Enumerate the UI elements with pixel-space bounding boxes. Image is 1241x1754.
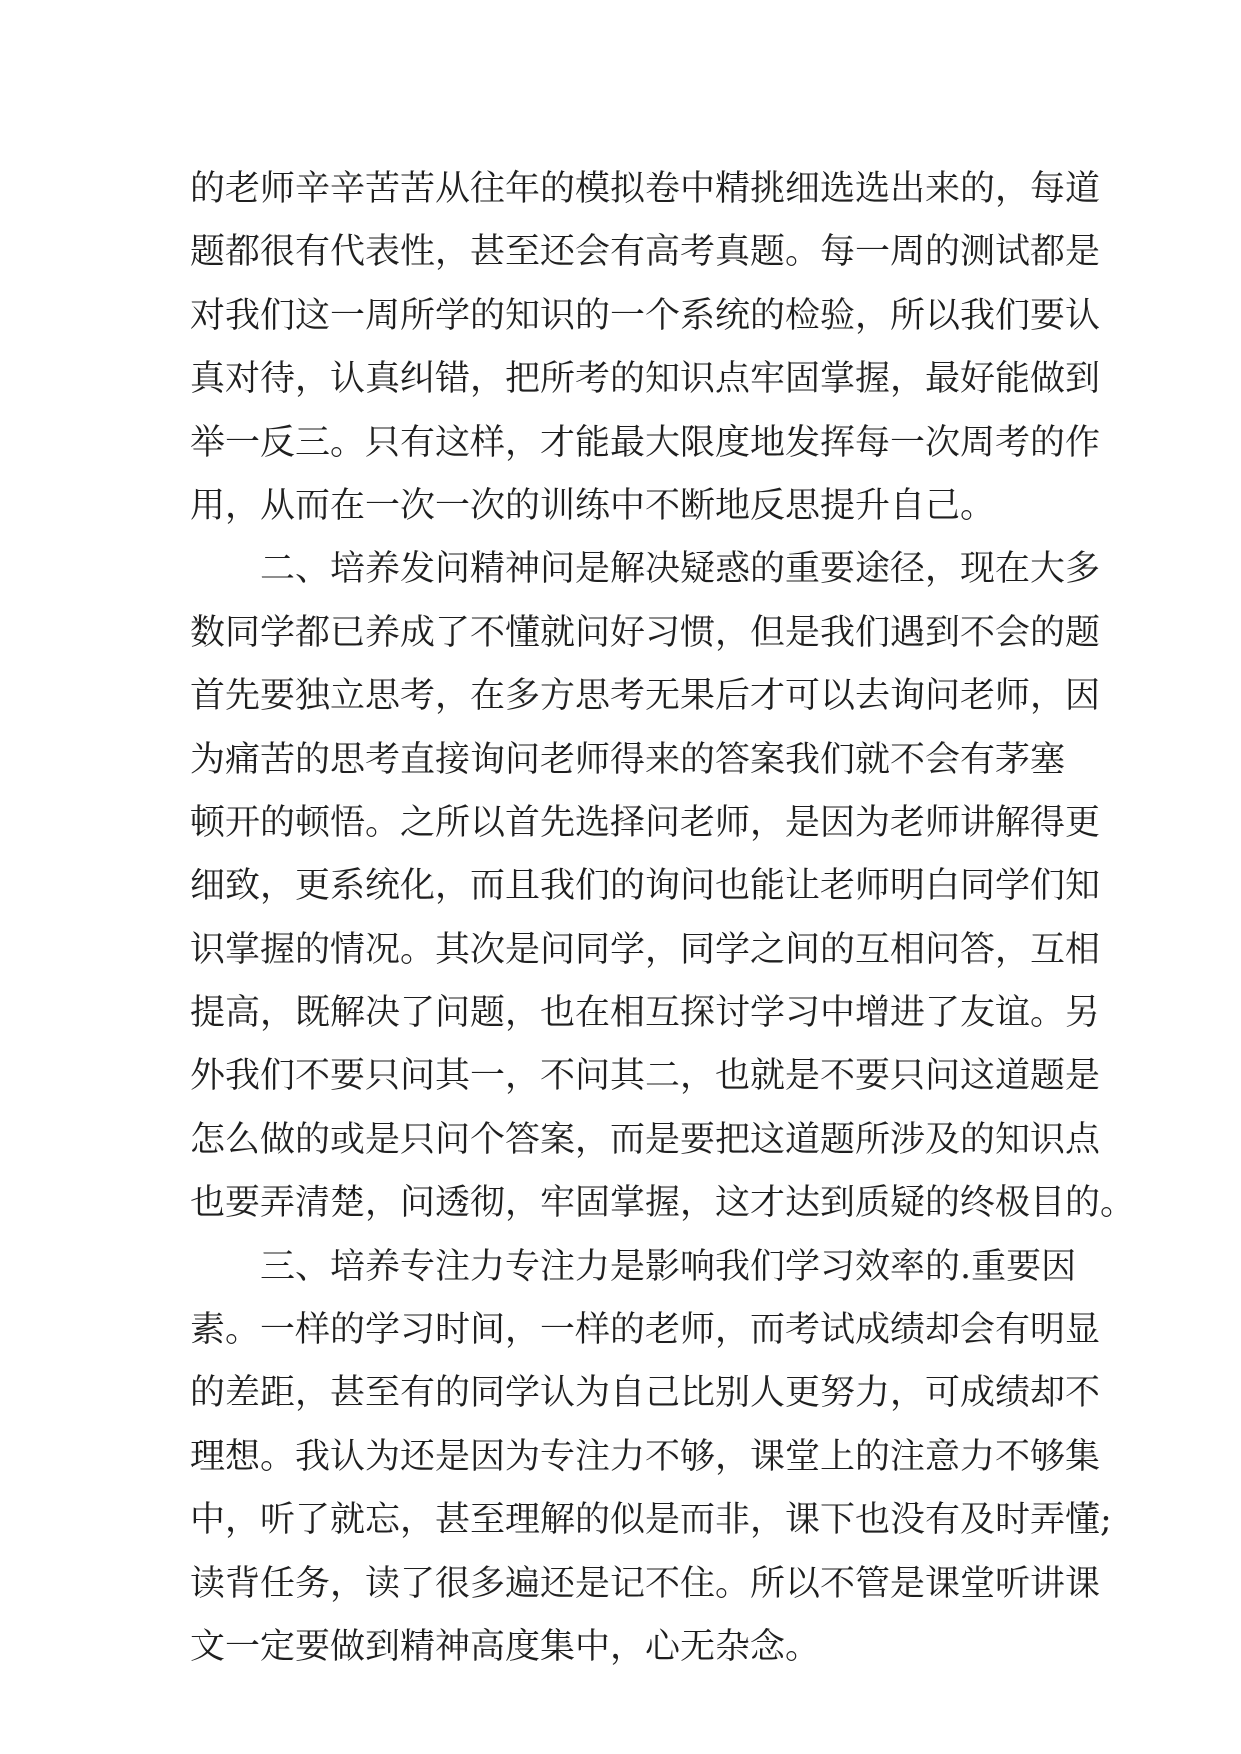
text-line: 真对待，认真纠错，把所考的知识点牢固掌握，最好能做到 — [190, 359, 1101, 400]
text-line: 理想。我认为还是因为专注力不够，课堂上的注意力不够集 — [190, 1436, 1101, 1477]
document-page — [190, 158, 1136, 1679]
text-line: 对我们这一周所学的知识的一个系统的检验，所以我们要认 — [190, 295, 1101, 336]
paragraph-1 — [190, 158, 1101, 538]
text-line: 的老师辛辛苦苦从往年的模拟卷中精挑细选选出来的，每道 — [190, 169, 1101, 209]
text-line: 中，听了就忘，甚至理解的似是而非，课下也没有及时弄懂; — [190, 1500, 1112, 1541]
text-line: 读背任务，读了很多遍还是记不住。所以不管是课堂听讲课 — [190, 1563, 1101, 1604]
text-line: 细致，更系统化，而且我们的询问也能让老师明白同学们知 — [190, 866, 1101, 907]
text-line: 提高，既解决了问题，也在相互探讨学习中增进了友谊。另 — [190, 993, 1101, 1034]
text-line: 二、培养发问精神问是解决疑惑的重要途径，现在大多 — [260, 549, 1101, 590]
text-line: 也要弄清楚，问透彻，牢固掌握，这才达到质疑的终极目的。 — [190, 1183, 1136, 1224]
text-line: 三、培养专注力专注力是影响我们学习效率的.重要因 — [260, 1246, 1077, 1287]
text-line: 顿开的顿悟。之所以首先选择问老师，是因为老师讲解得更 — [190, 802, 1101, 843]
paragraph-2 — [190, 538, 1136, 1235]
text-line: 文一定要做到精神高度集中，心无杂念。 — [190, 1626, 821, 1667]
text-line: 用，从而在一次一次的训练中不断地反思提升自己。 — [190, 485, 996, 526]
text-line: 的差距，甚至有的同学认为自己比别人更努力，可成绩却不 — [190, 1373, 1101, 1414]
text-line: 怎么做的或是只问个答案，而是要把这道题所涉及的知识点 — [190, 1119, 1101, 1160]
text-line: 题都很有代表性，甚至还会有高考真题。每一周的测试都是 — [190, 232, 1101, 273]
text-line: 素。一样的学习时间，一样的老师，而考试成绩却会有明显 — [190, 1310, 1101, 1351]
text-line: 数同学都已养成了不懂就问好习惯，但是我们遇到不会的题 — [190, 612, 1101, 653]
text-line: 识掌握的情况。其次是问同学，同学之间的互相问答，互相 — [190, 929, 1101, 970]
text-line: 举一反三。只有这样，才能最大限度地发挥每一次周考的作 — [190, 422, 1101, 463]
paragraph-3 — [190, 1236, 1112, 1680]
text-line: 为痛苦的思考直接询问老师得来的答案我们就不会有茅塞 — [190, 739, 1066, 780]
text-line: 外我们不要只问其一，不问其二，也就是不要只问这道题是 — [190, 1056, 1101, 1097]
text-line: 首先要独立思考，在多方思考无果后才可以去询问老师，因 — [190, 676, 1101, 717]
